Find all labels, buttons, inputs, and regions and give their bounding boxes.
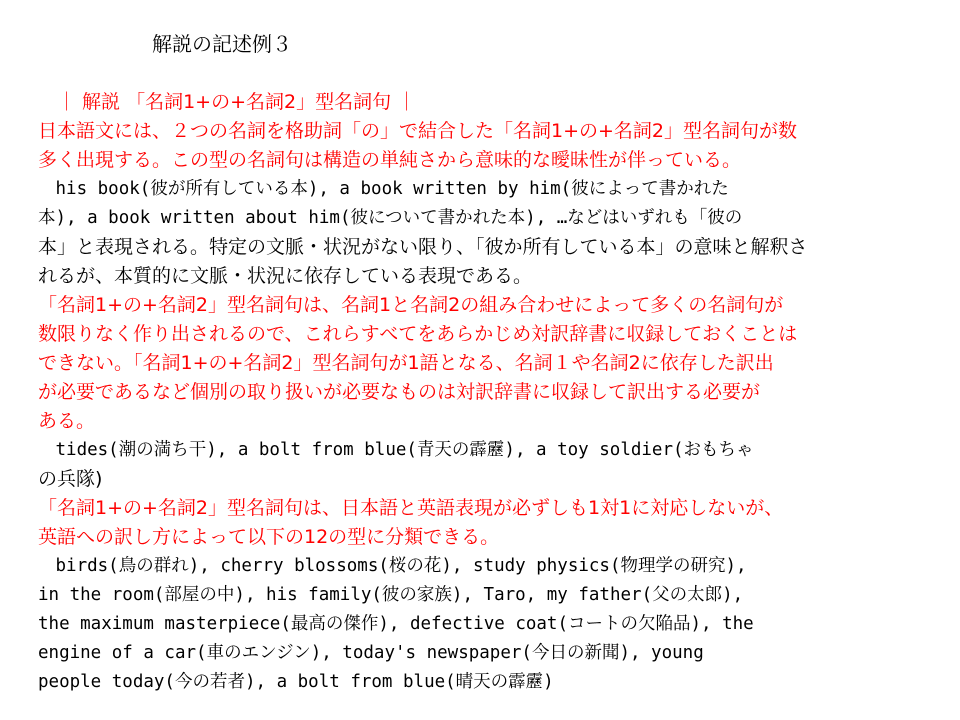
text-line: 英語への訳し方によって以下の12の型に分類できる。 bbox=[38, 526, 500, 548]
example-line: the maximum masterpiece(最高の傑作), defective coat(コートの欠陥品), the bbox=[38, 614, 754, 634]
text-line: 本」と表現される。特定の文脈・状況がない限り、「彼か所有している本」の意味と解釈さ bbox=[38, 236, 808, 258]
example-line: people today(今の若者), a bolt from blue(晴天の霹靂) bbox=[38, 672, 554, 692]
text-line: 「名詞1+の+名詞2」型名詞句は、日本語と英語表現が必ずしも1対1に対応しないが、 bbox=[38, 497, 784, 519]
example-line: engine of a car(車のエンジン), today's newspaper(今日の新聞), young bbox=[38, 643, 704, 663]
text-line: できない。「名詞1+の+名詞2」型名詞句が1語となる、名詞１や名詞2に依存した訳出 bbox=[38, 352, 774, 374]
example-line: の兵隊) bbox=[38, 468, 103, 490]
example-line: his book(彼が所有している本), a book written by him(彼によって書かれた bbox=[38, 179, 729, 199]
example-line: tides(潮の満ち干), a bolt from blue(青天の霹靂), a toy soldier(おもちゃ bbox=[38, 440, 754, 460]
text-line: 多く出現する。この型の名詞句は構造の単純さから意味的な曖昧性が伴っている。 bbox=[38, 149, 742, 171]
text-line: れるが、本質的に文脈・状況に依存している表現である。 bbox=[38, 265, 533, 287]
explanation-body bbox=[38, 88, 918, 697]
example-line: in the room(部屋の中), his family(彼の家族), Taro, my father(父の太郎), bbox=[38, 585, 744, 605]
text-line: 日本語文には、２つの名詞を格助詞「の」で結合した「名詞1+の+名詞2」型名詞句が数 bbox=[38, 120, 798, 142]
section-heading: ｜ 解説 「名詞1+の+名詞2」型名詞句 ｜ bbox=[38, 91, 417, 113]
text-line: 「名詞1+の+名詞2」型名詞句は、名詞1と名詞2の組み合わせによって多くの名詞句が bbox=[38, 294, 784, 316]
example-line: 本), a book written about him(彼について書かれた本), …などはいずれも「彼の bbox=[38, 208, 743, 228]
text-line: 数限りなく作り出されるので、これらすべてをあらかじめ対訳辞書に収録しておくことは bbox=[38, 323, 798, 345]
page-title: 解説の記述例３ bbox=[152, 32, 292, 56]
example-line: birds(鳥の群れ), cherry blossoms(桜の花), study physics(物理学の研究), bbox=[38, 556, 747, 576]
text-line: が必要であるなど個別の取り扱いが必要なものは対訳辞書に収録して訳出する必要が bbox=[38, 381, 761, 403]
text-line: ある。 bbox=[38, 410, 96, 432]
